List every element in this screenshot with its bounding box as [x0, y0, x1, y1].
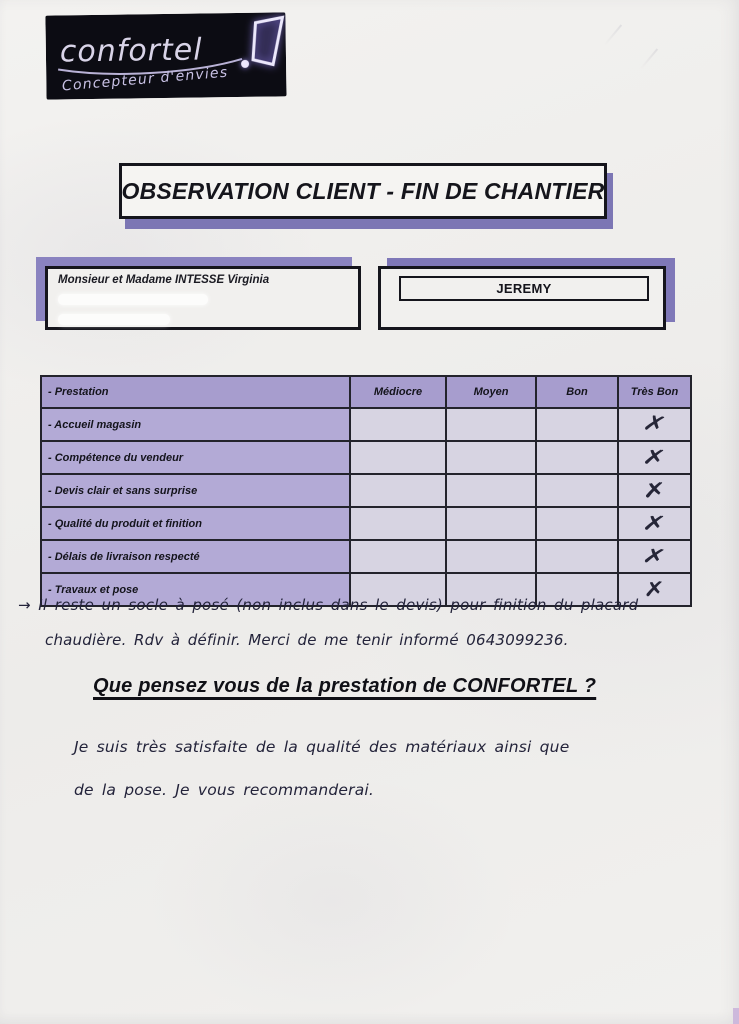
check-mark: ✗ — [640, 476, 669, 503]
form-title: OBSERVATION CLIENT - FIN DE CHANTIER — [121, 177, 605, 204]
rating-cell — [618, 540, 691, 573]
table-row — [41, 408, 691, 441]
scan-edge-artifact — [733, 1008, 739, 1024]
row-label: - Devis clair et sans surprise — [41, 474, 350, 507]
handwritten-answer-line: de la pose. Je vous recommanderai. — [74, 781, 375, 799]
rating-cell — [446, 408, 536, 441]
table-header-row — [41, 376, 691, 408]
rating-cell — [618, 507, 691, 540]
handwritten-note — [18, 588, 730, 658]
confortel-logo — [45, 12, 286, 104]
check-mark: ✗ — [640, 409, 670, 439]
rating-cell — [446, 540, 536, 573]
check-mark: ✗ — [640, 542, 669, 569]
form-title-box — [119, 163, 607, 219]
handwritten-note-line: chaudière. Rdv à définir. Merci de me tenir informé 0643099236. — [45, 631, 569, 649]
row-label: - Qualité du produit et finition — [41, 507, 350, 540]
logo-brand-text: confortel — [59, 32, 203, 70]
table-row — [41, 474, 691, 507]
paper-crease — [640, 48, 658, 69]
rating-cell — [350, 474, 446, 507]
redacted-address-line — [58, 314, 170, 325]
advisor-name-box — [399, 276, 649, 301]
handwritten-answer — [74, 726, 569, 812]
rating-cell — [350, 441, 446, 474]
check-mark: ✗ — [641, 509, 668, 536]
row-label: - Travaux et pose — [41, 573, 350, 606]
rating-cell — [446, 474, 536, 507]
rating-cell — [536, 408, 618, 441]
table-row — [41, 540, 691, 573]
rating-cell — [618, 408, 691, 441]
handwritten-note-line: → Il reste un socle à posé (non inclus dans le devis) pour finition du placard — [18, 596, 639, 614]
client-name: Monsieur et Madame INTESSE Virginia — [58, 274, 270, 286]
rating-cell — [446, 441, 536, 474]
rating-cell — [350, 507, 446, 540]
rating-cell — [618, 474, 691, 507]
rating-cell — [350, 408, 446, 441]
header-mediocre: Médiocre — [350, 376, 446, 408]
rating-cell — [446, 507, 536, 540]
rating-cell — [536, 540, 618, 573]
rating-cell — [536, 441, 618, 474]
header-moyen: Moyen — [446, 376, 536, 408]
client-info-box — [45, 266, 361, 330]
row-label: - Compétence du vendeur — [41, 441, 350, 474]
advisor-name: JEREMY — [496, 281, 552, 296]
header-tres-bon: Très Bon — [618, 376, 691, 408]
table-row — [41, 507, 691, 540]
confortel-logo-svg — [45, 12, 286, 99]
advisor-box — [378, 266, 666, 330]
ratings-table — [40, 375, 692, 607]
header-bon: Bon — [536, 376, 618, 408]
table-row — [41, 441, 691, 474]
row-label: - Accueil magasin — [41, 408, 350, 441]
rating-cell — [536, 507, 618, 540]
handwritten-answer-line: Je suis très satisfaite de la qualité des matériaux ainsi que — [74, 738, 570, 756]
rating-cell — [618, 441, 691, 474]
logo-tagline-text: Concepteur d'envies — [61, 64, 229, 95]
redacted-address-line — [58, 294, 208, 305]
question-heading: Que pensez vous de la prestation de CONFORTEL ? — [93, 675, 597, 697]
check-mark: ✗ — [642, 576, 667, 601]
rating-cell — [350, 540, 446, 573]
check-mark: ✗ — [641, 443, 668, 470]
rating-cell — [536, 474, 618, 507]
header-prestation: - Prestation — [41, 376, 350, 408]
paper-crease — [604, 24, 622, 45]
row-label: - Délais de livraison respecté — [41, 540, 350, 573]
